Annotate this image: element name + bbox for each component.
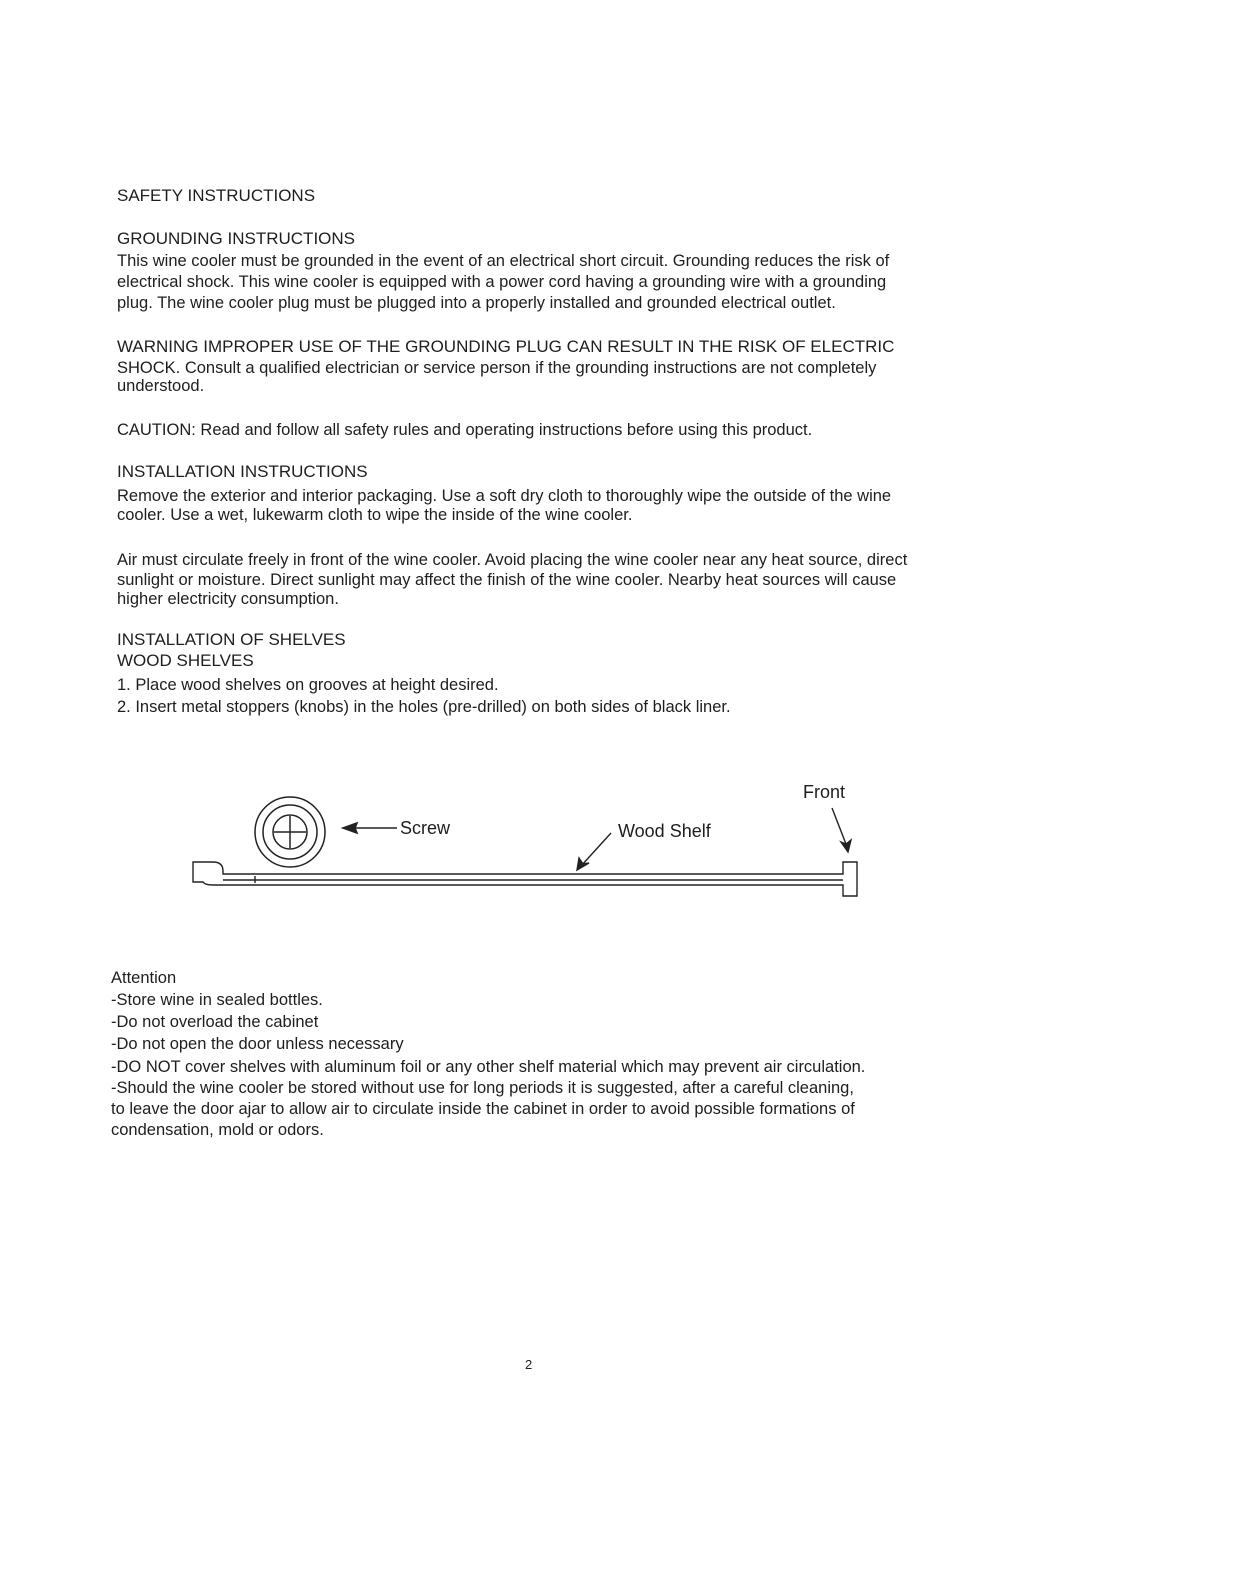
shelves-title: INSTALLATION OF SHELVES [117,630,346,649]
safety-title: SAFETY INSTRUCTIONS [117,186,316,205]
installation-title: INSTALLATION INSTRUCTIONS [117,462,368,481]
grounding-line: electrical shock. This wine cooler is equipped with a power cord having a grounding wire with a grounding [117,273,887,291]
installation-line: higher electricity consumption. [117,590,339,608]
page-number: 2 [525,1357,533,1372]
warning-line: WARNING IMPROPER USE OF THE GROUNDING PLUG CAN RESULT IN THE RISK OF ELECTRIC [117,337,895,356]
shelf-step: 1. Place wood shelves on grooves at height desired. [117,676,499,694]
attention-line: to leave the door ajar to allow air to circulate inside the cabinet in order to avoid possible formations of [111,1100,855,1118]
wood-shelf-label: Wood Shelf [618,821,711,841]
attention-line: -DO NOT cover shelves with aluminum foil or any other shelf material which may prevent air circulation. [111,1058,866,1076]
attention-line: -Do not open the door unless necessary [111,1035,404,1053]
grounding-title: GROUNDING INSTRUCTIONS [117,229,355,248]
installation-line: sunlight or moisture. Direct sunlight may affect the finish of the wine cooler. Nearby heat sources will cause [117,571,897,589]
shelf-diagram [185,770,885,910]
shelf-diagram-drawing [185,770,885,910]
grounding-line: plug. The wine cooler plug must be plugged into a properly installed and grounded electrical outlet. [117,294,836,312]
shelves-subtitle: WOOD SHELVES [117,651,254,670]
screw-arrow [343,823,397,833]
attention-title: Attention [111,969,177,987]
front-label: Front [803,782,846,802]
installation-line: cooler. Use a wet, lukewarm cloth to wipe the inside of the wine cooler. [117,506,633,524]
attention-line: -Do not overload the cabinet [111,1013,319,1031]
front-arrow [832,808,851,852]
shelf-step: 2. Insert metal stoppers (knobs) in the holes (pre-drilled) on both sides of black liner. [117,698,731,716]
attention-line: -Store wine in sealed bottles. [111,991,323,1009]
warning-line: understood. [117,377,205,395]
screw-icon [255,797,325,867]
attention-line: condensation, mold or odors. [111,1121,324,1139]
screw-label: Screw [400,818,451,838]
installation-line: Remove the exterior and interior packaging. Use a soft dry cloth to thoroughly wipe the outside of the wine [117,487,892,505]
grounding-line: This wine cooler must be grounded in the event of an electrical short circuit. Grounding reduces the risk of [117,252,890,270]
shelf-arrow [577,833,611,870]
attention-line: -Should the wine cooler be stored without use for long periods it is suggested, after a careful cleaning, [111,1079,854,1097]
warning-line: SHOCK. Consult a qualified electrician or service person if the grounding instructions are not completely [117,359,877,377]
caution-text: CAUTION: Read and follow all safety rules and operating instructions before using this product. [117,421,813,439]
installation-line: Air must circulate freely in front of the wine cooler. Avoid placing the wine cooler near any heat source, direct [117,551,908,569]
